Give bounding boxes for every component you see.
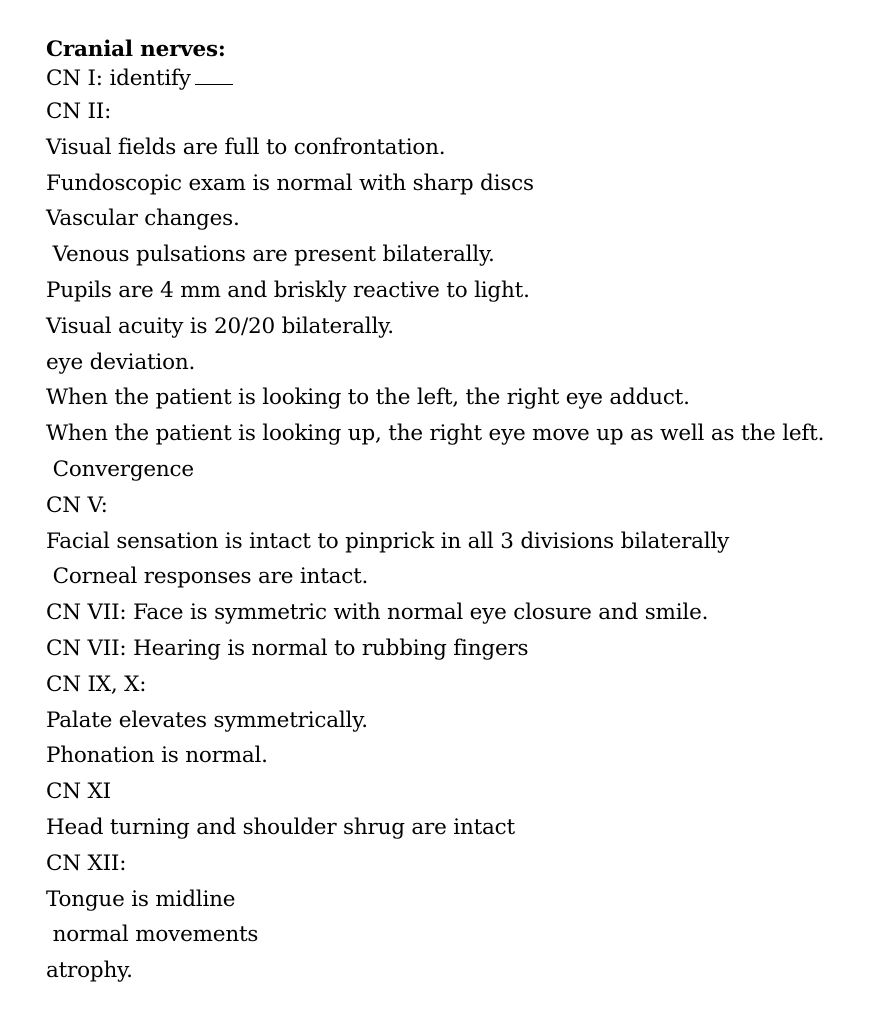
document-lines [46,94,866,989]
text-line: Visual fields are full to confrontation. [46,134,446,160]
text-line: CN VII: Face is symmetric with normal eye closure and smile. [46,600,709,626]
text-line: Corneal responses are intact. [46,564,369,590]
text-line-cn1 [46,64,866,94]
text-line: Tongue is midline [46,886,236,912]
text-line: Facial sensation is intact to pinprick in all 3 divisions bilaterally [46,528,730,554]
text-line: Phonation is normal. [46,743,268,769]
section-heading: Cranial nerves: [46,37,226,62]
text-line: Head turning and shoulder shrug are intact [46,814,515,840]
text-line: eye deviation. [46,349,196,375]
text-line: Venous pulsations are present bilaterally. [46,242,495,268]
text-line: normal movements [46,922,259,948]
text-line: atrophy. [46,958,133,984]
text-line: Pupils are 4 mm and briskly reactive to light. [46,277,530,303]
text-line: CN IX, X: [46,671,147,697]
text-line: CN VII: Hearing is normal to rubbing fingers [46,635,529,661]
document-body [46,36,866,989]
text-line: When the patient is looking up, the right eye move up as well as the left. [46,421,825,447]
text-line: Convergence [46,456,194,482]
text-line: CN XII: [46,850,127,876]
text-line: CN V: [46,492,108,518]
fill-in-blank [195,83,233,85]
text-line: When the patient is looking to the left, the right eye adduct. [46,385,690,411]
text-line: Vascular changes. [46,206,240,232]
text-line: Visual acuity is 20/20 bilaterally. [46,313,394,339]
text-line-cn1-label: CN I: identify [46,66,191,91]
text-line: CN II: [46,99,112,124]
text-line: Fundoscopic exam is normal with sharp discs [46,170,534,196]
text-line: CN XI [46,779,111,805]
text-line: Palate elevates symmetrically. [46,707,368,733]
